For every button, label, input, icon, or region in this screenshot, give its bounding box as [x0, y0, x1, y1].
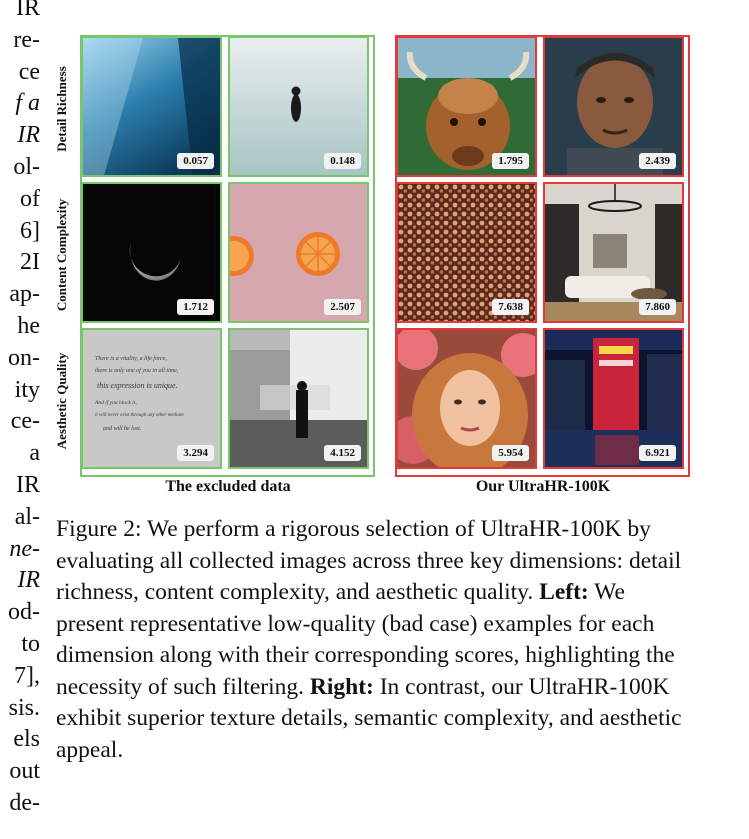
- text-fragment: a: [29, 440, 40, 467]
- text-fragment: he: [17, 313, 40, 339]
- text-fragment: out: [9, 758, 40, 785]
- text-fragment: to: [21, 631, 40, 657]
- text-fragment: al-: [14, 503, 40, 530]
- row-label-aesthetic: Aesthetic Quality: [54, 352, 69, 449]
- figure-caption: Figure 2: We perform a rigorous selection of UltraHR-100K by evaluating all collected images across three key dimensions: detail richness, content complexity, and aesthetic quality. Left: We present representative low-quality (bad case) examples for each dimension along with their corresponding scores, highlighting the necessity of such filtering. Right: In contrast, our UltraHR-100K exhibit superior texture details, semantic complexity, and aesthetic appeal.: [56, 516, 682, 763]
- svg-text:it will never exist through an: it will never exist through any other medium: [95, 413, 184, 418]
- text-fragment: ap-: [9, 281, 40, 308]
- text-fragment: ce: [18, 58, 40, 85]
- text-fragment: sis.: [8, 694, 40, 721]
- tile-excluded-aesthetic-2: [228, 328, 369, 469]
- caption-label: Figure 2:: [56, 516, 142, 542]
- svg-text:There is a vitality, a life fo: There is a vitality, a life force,: [95, 356, 167, 362]
- tile-ours-detail-1: [396, 36, 537, 177]
- text-fragment: f a: [15, 90, 40, 117]
- text-fragment: IR: [16, 0, 40, 21]
- text-fragment: 6]: [20, 217, 40, 244]
- score-badge: 4.152: [324, 445, 361, 461]
- score-badge: 0.057: [177, 153, 214, 169]
- tile-excluded-content-2: [228, 182, 369, 323]
- score-badge: 2.507: [324, 299, 361, 315]
- score-badge: 7.638: [492, 299, 529, 315]
- score-badge: 5.954: [492, 445, 529, 461]
- caption-right-label: Right:: [309, 673, 374, 700]
- figure-2: [50, 30, 700, 500]
- tile-excluded-detail-1: [81, 36, 222, 177]
- score-badge: 6.921: [639, 445, 676, 461]
- text-fragment: re-: [13, 26, 40, 53]
- svg-text:and will be lost.: and will be lost.: [103, 426, 142, 432]
- tile-ours-content-2: [543, 182, 684, 323]
- svg-text:this expression is unique.: this expression is unique.: [97, 381, 178, 390]
- score-badge: 1.712: [177, 299, 214, 315]
- svg-text:And if you block it,: And if you block it,: [95, 400, 137, 406]
- svg-text:there is only one of you in al: there is only one of you in all time,: [95, 368, 179, 374]
- excluded-data-title: The excluded data: [165, 478, 291, 495]
- tile-excluded-aesthetic-1: [81, 328, 222, 469]
- ours-data-title: Our UltraHR-100K: [475, 478, 611, 495]
- tile-ours-detail-2: [543, 36, 684, 177]
- row-label-content: Content Complexity: [54, 198, 70, 311]
- text-fragment: ce-: [10, 408, 40, 435]
- text-fragment: 2I: [20, 249, 40, 276]
- text-fragment: 7],: [14, 662, 40, 689]
- score-badge: 0.148: [324, 153, 361, 169]
- tile-excluded-detail-2: [228, 36, 369, 177]
- text-fragment: de-: [9, 790, 40, 816]
- tile-excluded-content-1: [81, 182, 222, 323]
- score-badge: 3.294: [177, 445, 214, 461]
- text-fragment: IR: [17, 567, 40, 594]
- text-fragment: ity: [14, 376, 40, 403]
- row-label-detail: Detail Richness: [54, 65, 69, 152]
- text-fragment: ol-: [13, 154, 40, 180]
- tile-ours-aesthetic-2: [543, 328, 684, 469]
- score-badge: 2.439: [639, 153, 676, 169]
- text-fragment: on-: [8, 344, 40, 371]
- tile-ours-content-1: [396, 182, 537, 323]
- tile-ours-aesthetic-1: [396, 328, 537, 469]
- left-column-fragment: [0, 0, 40, 839]
- text-fragment: els: [13, 726, 40, 753]
- text-fragment: od-: [8, 599, 40, 626]
- text-fragment: of: [20, 185, 40, 212]
- score-badge: 1.795: [492, 153, 529, 169]
- caption-left-label: Left:: [539, 579, 589, 605]
- text-fragment: IR: [17, 122, 40, 149]
- text-fragment: ne-: [9, 535, 40, 562]
- score-badge: 7.860: [639, 299, 676, 315]
- text-fragment: IR: [16, 472, 40, 498]
